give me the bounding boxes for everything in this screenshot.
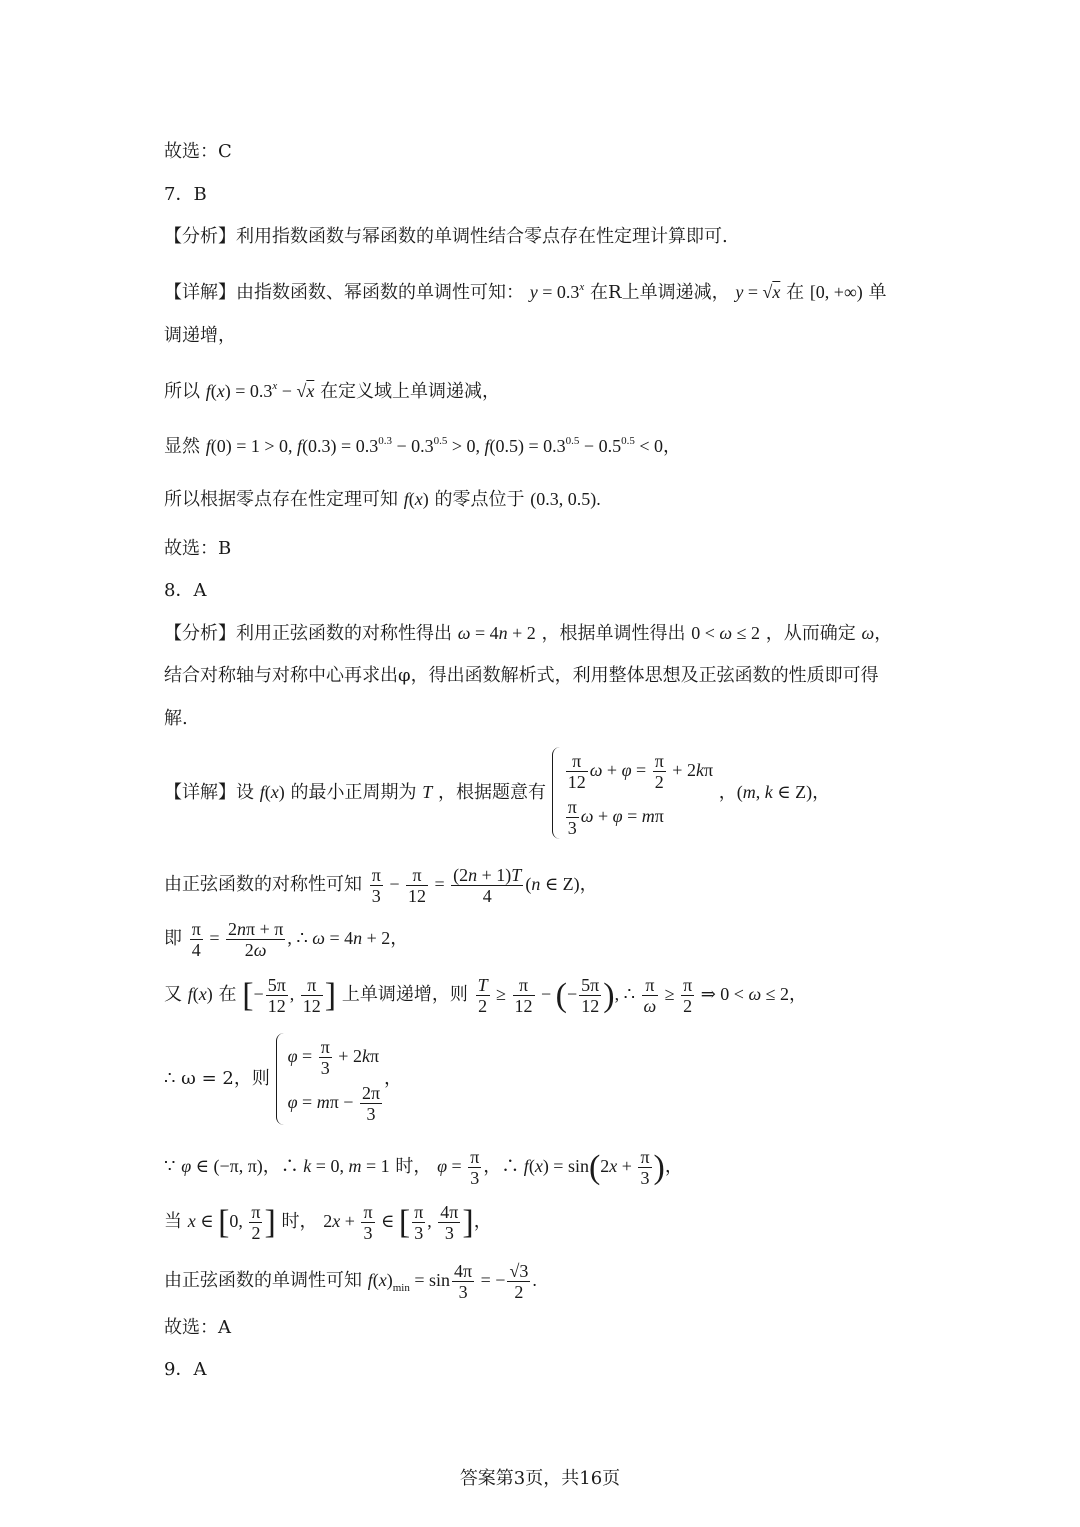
math: $\frac{\pi}{3}$ − $\frac{\pi}{12}$ = $\frac{(2n + 1)T}{4}$ (n ∈ Z)， [371, 865, 598, 907]
text: 在R上单调递减， [590, 282, 730, 303]
text: ，根据题意有 [437, 782, 546, 803]
text: ，根据单调性得出 [541, 623, 686, 644]
math: φ ∈ (−π, π)，∴ k = 0, m = 1 [181, 1156, 390, 1176]
text: 在定义域上单调递减， [320, 381, 501, 402]
q8-detail-line-8 [164, 1254, 537, 1314]
page-footer: 答案第3页，共16页 [459, 1468, 621, 1489]
q7-detail-line-3 [164, 373, 500, 405]
math: x ∈ [0, $\frac{\pi}{2}$ ] [187, 1202, 276, 1244]
q8-detail-line-1 [164, 746, 830, 839]
text: ∴ ω = 2，则 [164, 1068, 270, 1089]
text: 【分析】利用正弦函数的对称性得出 [164, 623, 452, 644]
equation-system: $\frac{\pi}{12}$ ω + φ = $\frac{\pi}{2}$ + 2kπ $\frac{\pi}{3}$ ω + φ = mπ [552, 747, 713, 839]
math: $f(x) = 0.3^x - √x$ [205, 380, 315, 401]
equation-system: φ = $\frac{\pi}{3}$ + 2kπ φ = mπ − $\frac{2\pi}{3}$ [276, 1033, 384, 1125]
math: $\frac{T}{2}$ ≥ $\frac{\pi}{12}$ − (− $\frac{5\pi}{12}$ ), ∴ $\frac{\pi}{\omega}$ ≥ $\frac{\pi}{2}$ ⇒ 0 < ω ≤ 2， [477, 975, 808, 1017]
q7-detail-line-5 [164, 486, 601, 513]
math: f(0) = 1 > 0, $f(0.3) = 0.3^{0.3} - 0.3^{0.5} > 0$, $f(0.5) = 0.3^{0.5} - 0.5^{0.5} < 0$， [205, 435, 681, 456]
math: [0, +∞) [809, 282, 863, 302]
math: [− $\frac{5\pi}{12}$ , $\frac{\pi}{12}$ ] [242, 975, 337, 1017]
q8-choice: 故选：A [164, 1317, 231, 1338]
question-7-answer: 7．B [164, 184, 207, 205]
q8-analysis-line-1: 【分析】利用正弦函数的对称性得出 ω = 4n + 2 ，根据单调性得出 0 < ω ≤ 2 ，从而确定 ω， [164, 623, 893, 644]
math: ω = 4n + 2 [457, 623, 536, 643]
q7-choice: 故选：B [164, 538, 232, 559]
math: $f(x)_{min} = \sin$ $\frac{4\pi}{3}$ = − $\frac{√3}{2}$ . [367, 1261, 537, 1303]
text: 【详解】设 [164, 782, 254, 803]
math: $\frac{\pi}{4}$ = $\frac{2n\pi + \pi}{2\omega}$ , ∴ ω = 4n + 2， [191, 919, 409, 961]
text: 在 [218, 984, 237, 1005]
q7-detail-line-2: 调递增， [164, 325, 236, 346]
q8-detail-line-4 [164, 968, 807, 1022]
q7-detail-line-4 [164, 428, 681, 460]
math: f(x) [187, 984, 213, 1004]
q8-analysis-line-2: 结合对称轴与对称中心再求出φ，得出函数解析式，利用整体思想及正弦函数的性质即可得 [164, 665, 879, 686]
math: (0.3, 0.5). [530, 489, 601, 509]
math: f(x) [259, 782, 285, 802]
text: 即 [164, 928, 182, 949]
math: 0 < ω ≤ 2 [691, 623, 760, 643]
q7-analysis: 【分析】利用指数函数与幂函数的单调性结合零点存在性定理计算即可. [164, 226, 728, 247]
text: 由正弦函数的对称性可知 [164, 874, 362, 895]
text: 显然 [164, 436, 200, 457]
question-8-answer: 8．A [164, 580, 207, 601]
q8-detail-line-5: ∴ ω = 2，则 φ = $\frac{\pi}{3}$ + 2kπ φ = mπ − $\frac{2\pi}{3}$ ， [164, 1030, 402, 1127]
math: f(x) [403, 489, 429, 509]
text: ，从而确定 [765, 623, 856, 644]
text: 时， [281, 1211, 318, 1232]
math: T [422, 782, 433, 802]
text: 所以根据零点存在性定理可知 [164, 489, 398, 510]
q8-detail-line-6 [164, 1140, 683, 1194]
q8-detail-line-3 [164, 912, 408, 965]
text: 由正弦函数的单调性可知 [164, 1270, 362, 1291]
math: y = √x [735, 282, 781, 302]
text: 时， [395, 1156, 432, 1177]
math: ，(m, k ∈ Z)， [718, 782, 831, 802]
math: 2x + $\frac{\pi}{3}$ ∈ [ $\frac{\pi}{3}$ , $\frac{4\pi}{3}$ ]， [323, 1202, 492, 1244]
text: ∵ [164, 1156, 176, 1177]
question-9-answer: 9．A [164, 1359, 207, 1380]
q8-analysis-line-3: 解. [164, 708, 188, 729]
math: $y = 0.3^x$ [529, 281, 585, 302]
text: 单 [868, 282, 887, 303]
q8-detail-line-2 [164, 858, 598, 911]
text: 当 [164, 1211, 182, 1232]
text: 【详解】由指数函数、幂函数的单调性可知： [164, 282, 524, 303]
answer-line-6: 故选：C [164, 141, 232, 162]
text: 所以 [164, 381, 200, 402]
q8-detail-line-7 [164, 1195, 492, 1249]
math: ω [861, 623, 875, 643]
text: 又 [164, 984, 182, 1005]
q7-detail-line-1 [164, 274, 887, 306]
text: 在 [786, 282, 805, 303]
text: 的零点位于 [434, 489, 525, 510]
math: φ = $\frac{\pi}{3}$ ，∴ f(x) = sin(2x + $\frac{\pi}{3}$ )， [437, 1147, 683, 1189]
text: 上单调递增，则 [341, 984, 468, 1005]
text: 的最小正周期为 [290, 782, 417, 803]
